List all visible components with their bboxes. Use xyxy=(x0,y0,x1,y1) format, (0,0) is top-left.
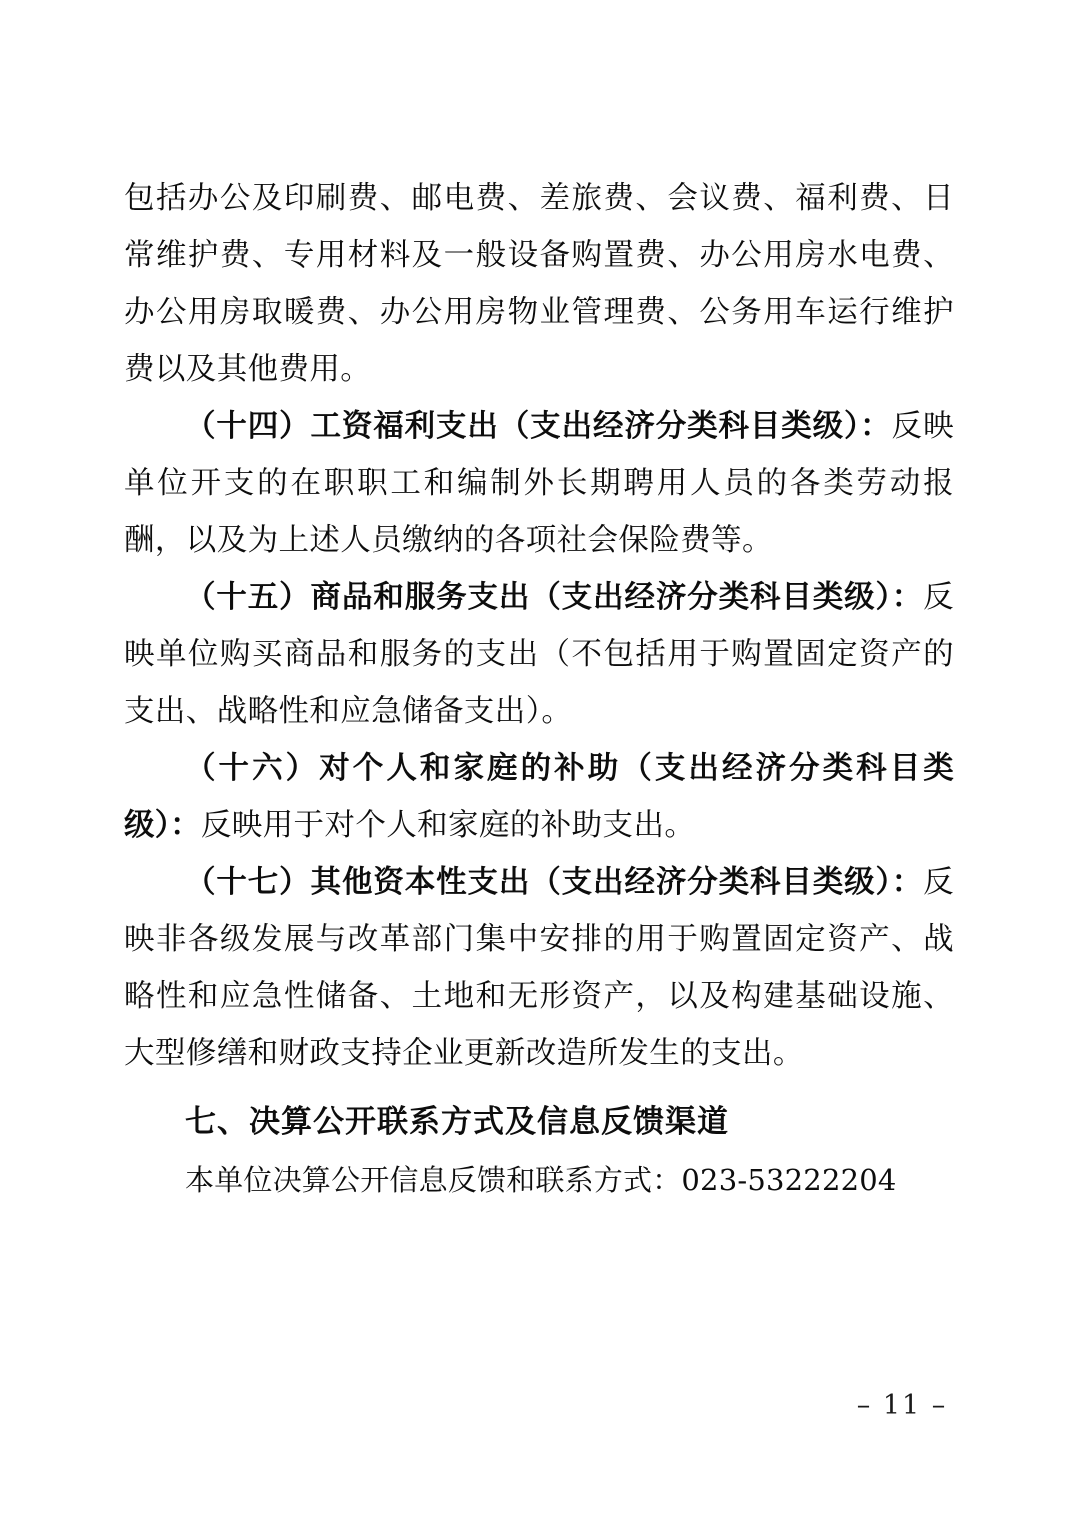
item-17-lead: （十七）其他资本性支出（支出经济分类科目类级）： xyxy=(185,864,924,900)
paragraph-item-15 xyxy=(124,569,954,740)
item-16-lead: （十六）对个人和家庭的补助（支出经济分类科目类级）： xyxy=(124,750,954,843)
item-16-text: 反映用于对个人和家庭的补助支出。 xyxy=(200,808,696,843)
item-15-lead: （十五）商品和服务支出（支出经济分类科目类级）： xyxy=(185,579,924,615)
page-number: – 11 – xyxy=(856,1390,948,1421)
contact-information-line: 本单位决算公开信息反馈和联系方式：023-53222204 xyxy=(185,1163,897,1197)
item-14-lead: （十四）工资福利支出（支出经济分类科目类级）： xyxy=(185,408,892,444)
item-17-text: 反映非各级发展与改革部门集中安排的用于购置固定资产、战略性和应急性储备、土地和无形资产，以及构建基础设施、大型修缮和财政支持企业更新改造所发生的支出。 xyxy=(124,865,954,1071)
item-15-text: 反映单位购买商品和服务的支出（不包括用于购置固定资产的支出、战略性和应急储备支出）。 xyxy=(124,580,954,729)
paragraph-expense-scope: 包括办公及印刷费、邮电费、差旅费、会议费、福利费、日常维护费、专用材料及一般设备购置费、办公用房水电费、办公用房取暖费、办公用房物业管理费、公务用车运行维护费以及其他费用。 xyxy=(124,181,954,387)
paragraph-item-16 xyxy=(124,740,954,854)
paragraph-item-14 xyxy=(124,398,954,569)
document-body xyxy=(124,170,954,1208)
paragraph-item-17 xyxy=(124,854,954,1082)
item-14-text: 反映单位开支的在职职工和编制外长期聘用人员的各类劳动报酬，以及为上述人员缴纳的各项社会保险费等。 xyxy=(124,409,954,558)
section-heading-seven: 七、决算公开联系方式及信息反馈渠道 xyxy=(185,1104,729,1140)
